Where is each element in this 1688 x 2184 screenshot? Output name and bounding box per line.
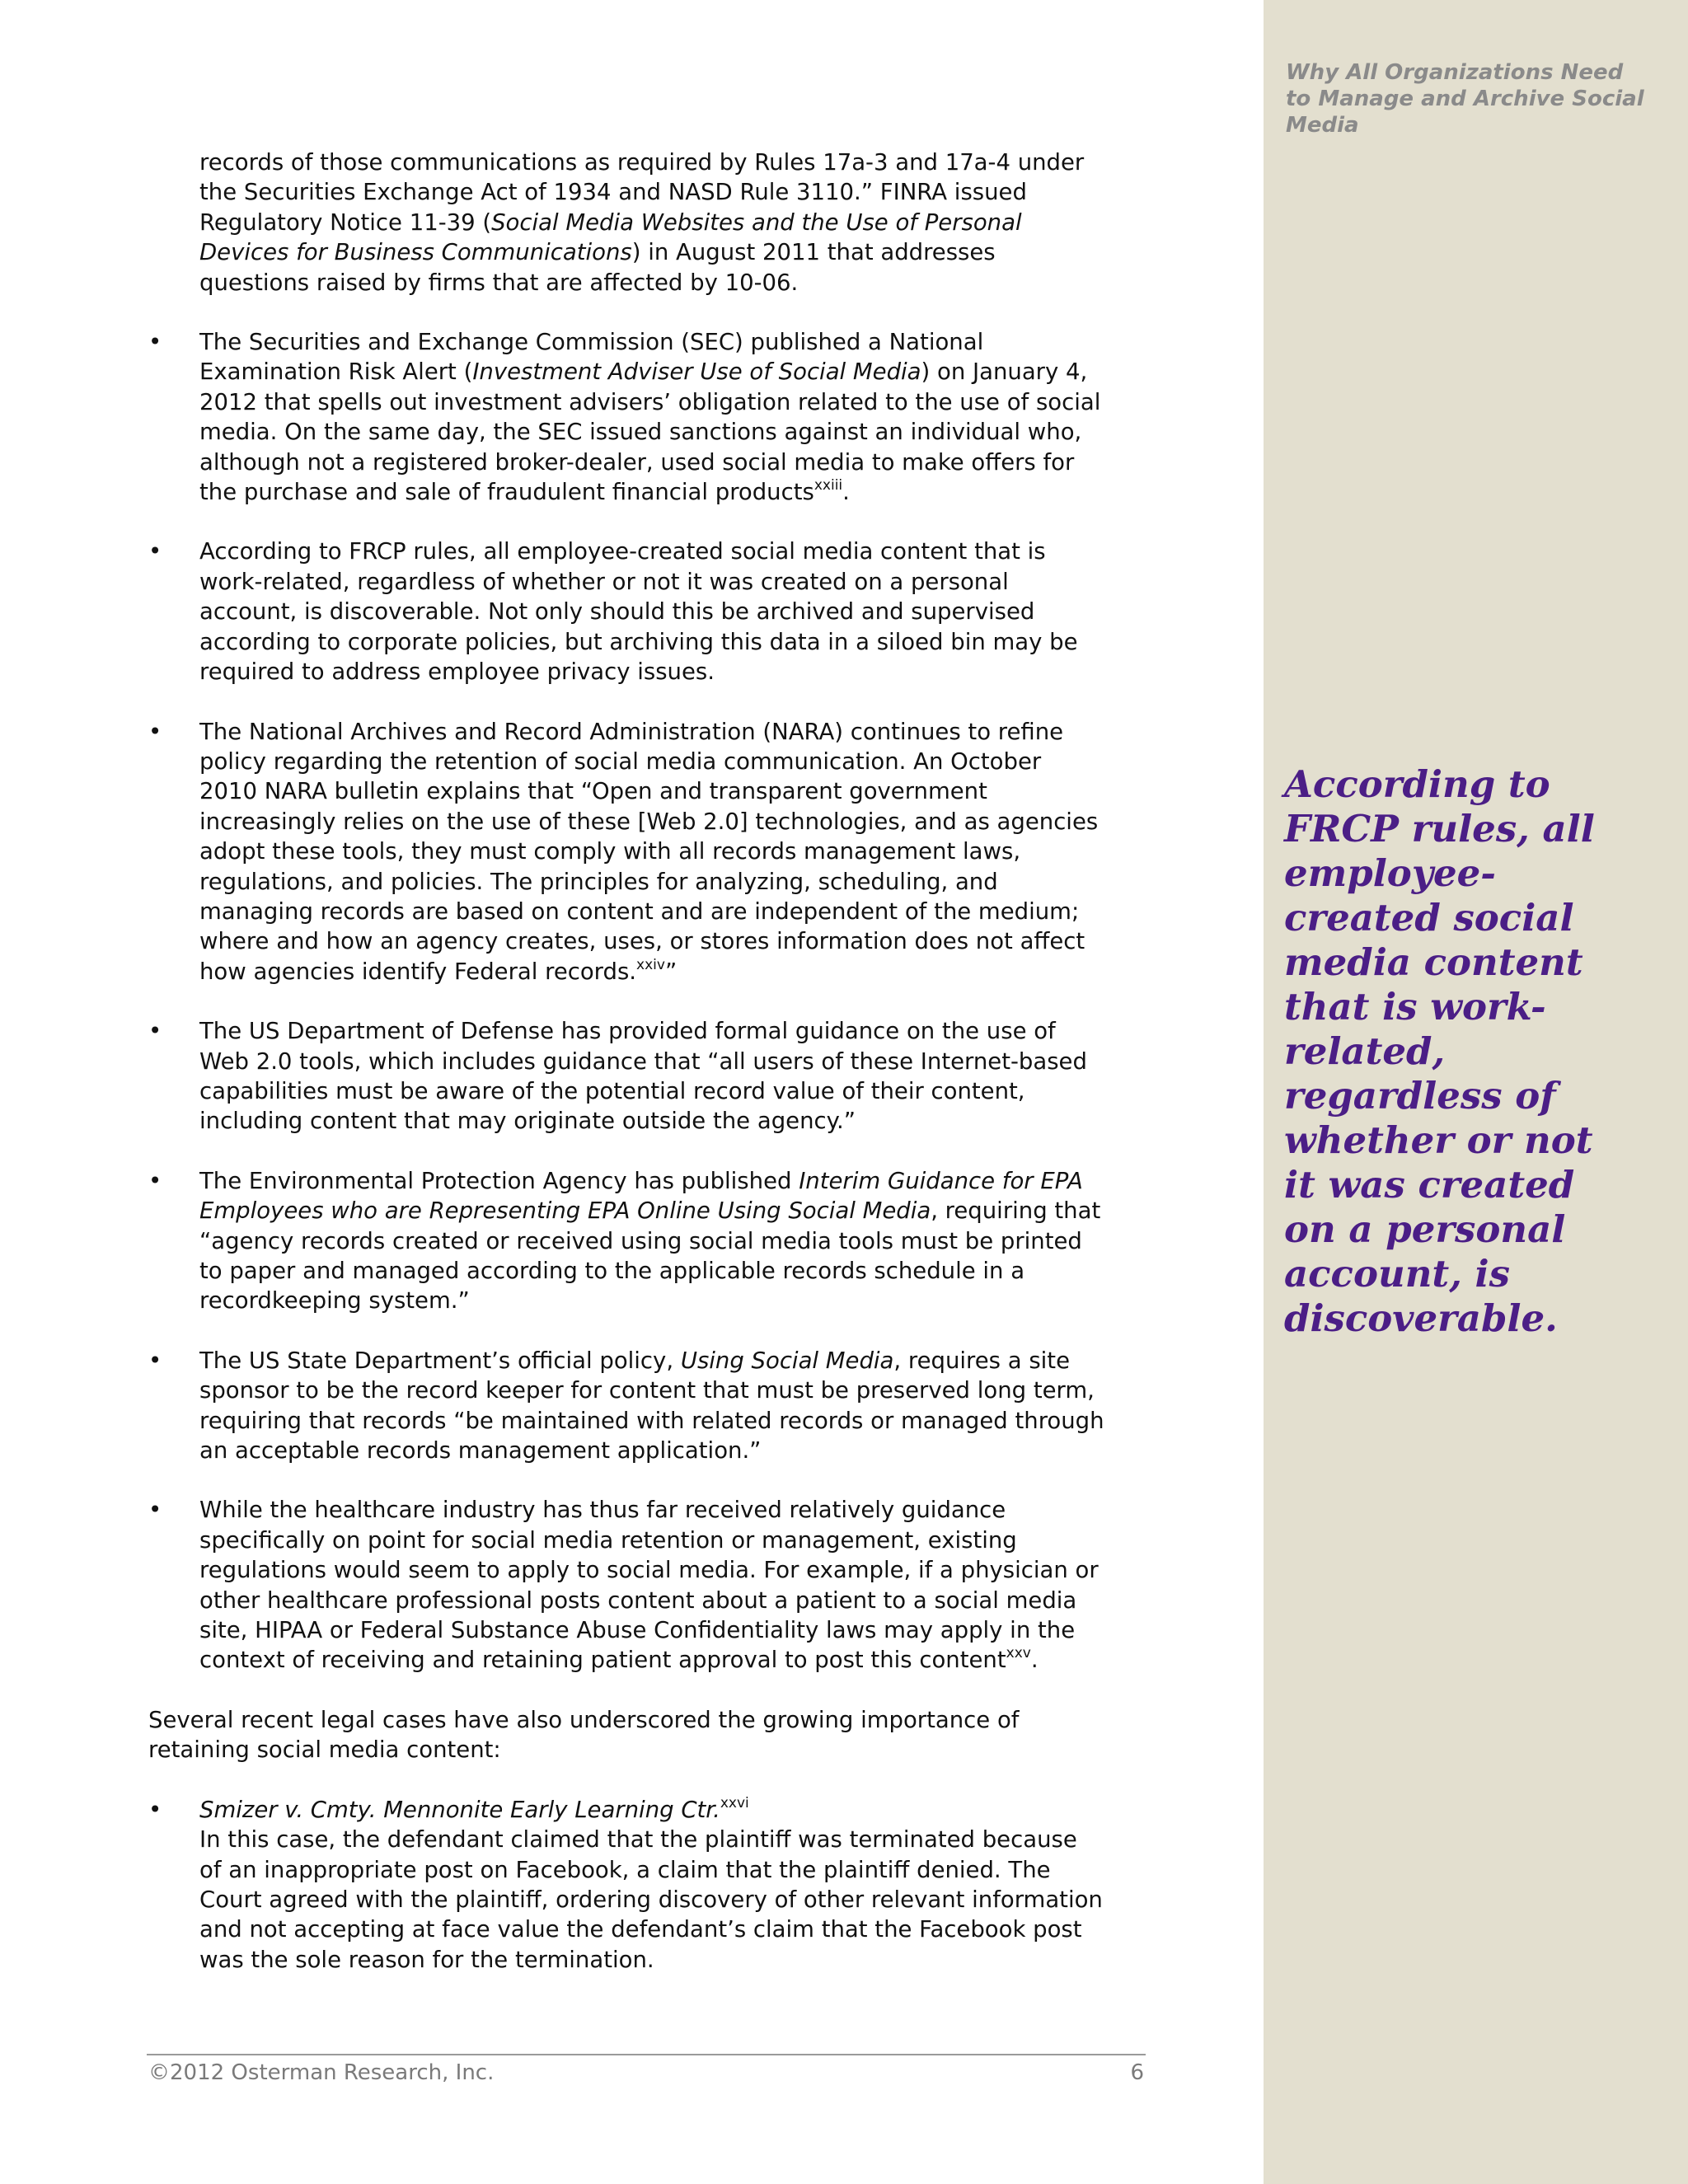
epa-italic-title: Interim Guidance for EPA Employees who are Representing EPA Online Using Social Media <box>199 1167 1083 1225</box>
state-text-2: , requires a site sponsor to be the record keeper for content that must be preserved long term, requiring that records “be maintained with related records or managed through an acceptable records management application.” <box>199 1347 1104 1465</box>
page-number: 6 <box>1130 2060 1144 2085</box>
bullet-marker: • <box>148 1167 162 1194</box>
list-item-health <box>148 1495 1104 1675</box>
bullet-marker: • <box>148 1347 162 1374</box>
list-item-dod <box>148 1016 1104 1137</box>
intro-text-1: records of those communications as required by Rules 17a-3 and 17a-4 under the Securities Exchange Act of 1934 and NASD Rule 3110.” FINRA issued Regulatory Notice 11-39 ( <box>199 149 1085 236</box>
list-item-sec <box>148 327 1104 507</box>
health-text-1: While the healthcare industry has thus far received relatively guidance specifically on point for social media retention or management, existing regulations would seem to apply to social media. For example, if a physician or other healthcare professional posts content about a patient to a social media site, HIPAA or Federal Substance Abuse Confidentiality laws may apply in the context of receiving and retaining patient approval to post this content <box>199 1497 1099 1674</box>
footnote-ref-xxiv: xxiv <box>636 956 665 973</box>
main-content <box>148 148 1104 2004</box>
case-body: In this case, the defendant claimed that the plaintiff was terminated because of an inappropriate post on Facebook, a claim that the plaintiff denied. The Court agreed with the plaintiff, ordering discovery of other relevant information and not accepting at face value the defendant’s claim that the Facebook post was the sole reason for the termination. <box>199 1826 1103 1973</box>
sec-italic-title: Investment Adviser Use of Social Media <box>472 359 921 386</box>
footnote-ref-xxv: xxv <box>1006 1645 1031 1662</box>
frcp-text: According to FRCP rules, all employee-created social media content that is work-related, regardless of whether or not it was created on a personal account, is discoverable. Not only should this be archived and supervised according to corporate policies, but archiving this data in a siloed bin may be required to address employee privacy issues. <box>199 538 1078 686</box>
footnote-ref-xxvi: xxvi <box>720 1794 749 1811</box>
intro-italic-title: Social Media Websites and the Use of Personal Devices for Business Communications <box>199 209 1022 266</box>
bullet-marker: • <box>148 718 162 745</box>
sec-text-2: ) on January 4, 2012 that spells out investment advisers’ obligation related to the use of social media. On the same day, the SEC issued sanctions against an individual who, although not a registered broker-dealer, used social media to make offers for the purchase and sale of fraudulent financial products <box>199 359 1101 506</box>
list-item-state <box>148 1346 1104 1466</box>
intro-text-2: ) in August 2011 that addresses questions raised by firms that are affected by 10-06. <box>199 239 996 296</box>
bullet-marker: • <box>148 1018 162 1045</box>
footer-copyright: ©2012 Osterman Research, Inc. <box>148 2060 495 2085</box>
legal-cases-list <box>148 1795 1104 1975</box>
health-text-2: . <box>1030 1647 1039 1674</box>
list-item-nara <box>148 717 1104 987</box>
bullet-marker: • <box>148 329 162 356</box>
list-item-frcp <box>148 537 1104 687</box>
pull-quote: According to FRCP rules, all employee-created social media content that is work-related, regardless of whether or not it was created on a personal account, is discoverable. <box>1284 762 1595 1340</box>
nara-text-2: ” <box>664 958 678 985</box>
state-text-1: The US State Department’s official policy, <box>199 1347 681 1374</box>
bullet-marker: • <box>148 1497 162 1524</box>
sec-text-3: . <box>842 479 850 506</box>
footnote-ref-xxiii: xxiii <box>814 477 843 494</box>
nara-text-1: The National Archives and Record Administration (NARA) continues to refine policy regarding the retention of social media communication. An October 2010 NARA bulletin explains that “Open and transparent government increasingly relies on the use of these [Web 2.0] technologies, and as agencies adopt these tools, they must comply with all records management laws, regulations, and policies. The principles for analyzing, scheduling, and managing records are based on content and are independent of the medium; where and how an agency creates, uses, or stores information does not affect how agencies identify Federal records. <box>199 718 1099 985</box>
epa-text-1: The Environmental Protection Agency has published <box>199 1167 799 1194</box>
list-item-smizer-case <box>148 1795 1104 1975</box>
case-title: Smizer v. Cmty. Mennonite Early Learning Ctr. <box>199 1796 720 1823</box>
state-italic-title: Using Social Media <box>680 1347 894 1374</box>
footer-divider <box>147 2054 1146 2055</box>
list-item-epa <box>148 1166 1104 1316</box>
legal-cases-intro: Several recent legal cases have also underscored the growing importance of retaining social media content: <box>148 1706 1020 1764</box>
intro-paragraph <box>199 148 1104 298</box>
bullet-marker: • <box>148 538 162 565</box>
dod-text: The US Department of Defense has provided formal guidance on the use of Web 2.0 tools, which includes guidance that “all users of these Internet-based capabilities must be aware of the potential record value of their content, including content that may originate outside the agency.” <box>199 1018 1087 1135</box>
bullet-marker: • <box>148 1796 162 1823</box>
sec-text-1: The Securities and Exchange Commission (SEC) published a National Examination Risk Alert ( <box>199 329 984 386</box>
sidebar-heading: Why All Organizations Need to Manage and Archive Social Media <box>1286 60 1644 138</box>
regulatory-bullet-list <box>148 327 1104 1675</box>
epa-text-2: , requiring that “agency records created or received using social media tools must be printed to paper and managed according to the applicable records schedule in a recordkeeping system.” <box>199 1197 1101 1315</box>
